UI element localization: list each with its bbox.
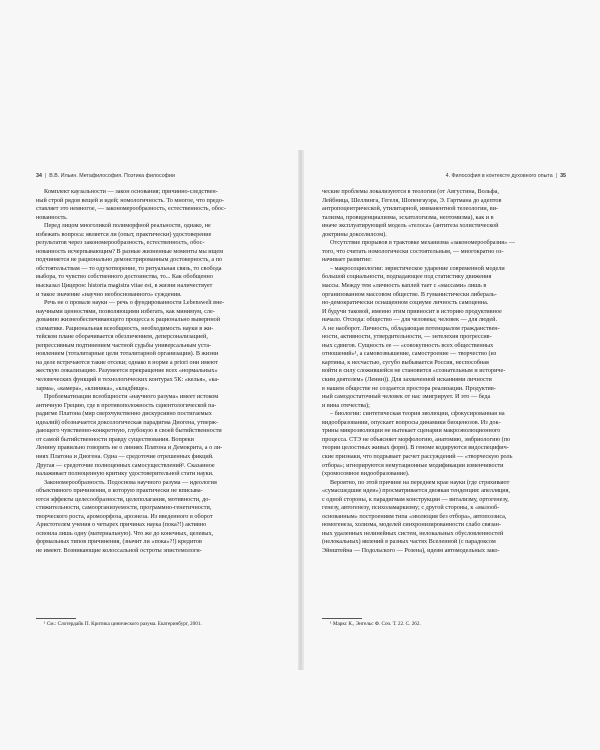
text-line: номогенеза, холизма, моделей синхронизированности слабо связан- <box>322 521 502 529</box>
text-line: Вероятно, по этой причине на переднем крае науки (где стряхивают <box>330 478 510 486</box>
text-line: Аристотелем учения о четырех причинах наука (пока?!) активно <box>36 521 207 529</box>
text-line: от самой бытийственности правду существования. Вопреки <box>36 435 194 443</box>
text-line: (нелокальных) явлений в разных частях Вселенной (с парадоксом <box>322 538 496 546</box>
left-running-title: В.В. Ильин. Метафилософия. Поэтика философии <box>49 173 175 179</box>
text-line: Ленину правильно говорить не о линиях Платона и Демокрита, а о ли- <box>36 444 223 452</box>
text-line: научными ценностями, позволяющими избегать, как минимум, сле- <box>36 307 215 315</box>
text-line: (хромосомное видообразование). <box>322 470 410 478</box>
text-line: стижительности, самоорганизуемости, программно-генетичности, <box>36 504 212 512</box>
text-line: обстоятельствам — то одухотворение, то ритуальная связь, то свобода <box>36 264 222 272</box>
text-line: избежать вопроса: является ли (опыт, практически) удостоверение <box>36 230 212 238</box>
text-line: Перед лицом многоликой полиморфной реальности, однако, не <box>44 222 211 230</box>
text-line: начало. Отсюда: общество — для человека; человек — для людей. <box>322 316 498 324</box>
text-line: ческие проблемы локализуются в теологии (от Августина, Вольфа, <box>322 188 499 195</box>
text-line: результатов через закономерообразность, естественность, обос- <box>36 239 205 247</box>
text-line: Комплект каузальности — закон основания; причинно-следствен- <box>44 188 218 195</box>
text-line: формальных типов причинения, (значит ли «пока»?!) кредитов <box>36 538 202 546</box>
text-line: Речь не о провале науки — речь о фундированности Lebenswelt вне- <box>44 299 225 307</box>
right-page-number: 35 <box>560 173 566 179</box>
text-line: античную Грецию, где в противоположность сциентологической па- <box>36 401 217 409</box>
text-line: Закономерообразность. Подоснова научного разума — идеология <box>44 478 217 486</box>
text-line: генезу, автогенезу, психоламаркизму; с другой стороны, к «малооб- <box>322 504 500 512</box>
right-running-head: 4. Философия в контексте духовного опыта | 35 <box>445 173 566 179</box>
text-line: схематике. Рациональная всеобщность, необходимость науки в жи- <box>36 324 214 332</box>
text-line: Отсутствие прорывов в трактовке механизма «закономерообразия» — <box>330 239 515 247</box>
text-line: дающего чувственно-конкретную, глубокую в своей бытийственности <box>36 427 222 435</box>
text-line: начивает развитие: <box>322 256 372 264</box>
text-line: того, что считать номологически состоятельным, — многократно оз- <box>322 247 504 255</box>
left-footnote: ¹ См.: Слотердайк П. Критика цинического разума. Екатеринбург, 2001. <box>44 621 202 627</box>
text-line: жесткую локализацию. Разумеется прекращение всех «нормальных» <box>36 367 218 375</box>
text-line: – макросоциологии: эвристическое ударение современной модели <box>330 264 505 272</box>
text-line: ных удаленных нелинейных систем, нелокальных обусловленностей <box>322 529 504 537</box>
text-line: нованность исчерпывающим? В разные жизненные моменты мы ищем <box>36 247 224 255</box>
text-line: объективного причинения, в которую практически не вписыва- <box>36 487 203 495</box>
left-page-body <box>36 188 280 556</box>
right-footnote-rule <box>322 618 362 619</box>
text-line: творческого роста, аромоорфоза, ароэнеза. Из введенного в оборот <box>36 512 213 520</box>
right-footnote: ¹ Маркс К., Энгельс Ф. Соч. Т. 22. С. 262. <box>330 621 421 627</box>
text-line: Эйнштейна — Подольского — Розена), идеям автомодельных зако- <box>322 546 500 554</box>
text-line: в нашем обществе не создается простора реализации. Продуктив- <box>322 384 496 392</box>
text-line: высказал Цицерон: historia magistra vitae est, в жизни наличествует <box>36 282 213 290</box>
right-running-title: 4. Философия в контексте духовного опыта <box>445 173 553 179</box>
left-footnote-rule <box>36 618 76 619</box>
text-line: ским деятелем» (Ленин)). Для захваченной исканиями личности <box>322 376 492 384</box>
text-line: иначе эксплуатирующей модель «телоса» (антитеза холистической <box>322 222 499 230</box>
text-line: ных сдвигов. Сущность ее — «совокупность всех общественных <box>322 341 494 349</box>
text-line: на деле встречаются такие отсеки; однако в норме а priori они имеют <box>36 358 218 366</box>
book-gutter <box>298 150 304 670</box>
text-line: антропоцентрической, утилитарной, имманентной телеологии, ви- <box>322 205 499 213</box>
text-line: процесса. СТЭ не объясняет морфологию, анатомию, эмбриологию (по <box>322 435 511 443</box>
text-line: с одной стороны, к парадигмам конструкции — витализму, ортогенезу, <box>322 495 509 503</box>
text-line: картины, к несчастью, сугубо выбывается Россия, неспособная <box>322 358 489 366</box>
text-line: и такое значение «научно необоснованного» суждения. <box>36 290 182 298</box>
text-line: А не наоборот. Личность, обладающая потенциалом гражданствен- <box>322 324 500 332</box>
text-line: не имеют. Возникающие колоссальной остроты эпистемологи- <box>36 546 202 554</box>
text-line: тализма, провиденциализма, эсхатологизма, неотомизма), как и в <box>322 213 494 221</box>
text-line: организованном массовом обществе. В гуманистически либераль- <box>322 290 497 298</box>
left-page-number: 34 <box>36 173 42 179</box>
text-line: ности, активности, утвердительности, — энтелехия прогрессив- <box>322 333 492 341</box>
text-line: основанным» построениям типа «эволюция без отбора», автопоэзиса, <box>322 512 507 520</box>
text-line: человеческих функций в технологических контурах 5К: «келья», «ка- <box>36 376 220 384</box>
text-line: но-демократически оснащенном социуме личность самоценна. <box>322 299 489 307</box>
text-line: ские признаки, что подрывает расчет рассуждений — «творческую роль <box>322 452 513 460</box>
text-line: зарма», «камера», «клиника», «кладбище». <box>36 384 150 392</box>
text-line: Проблематизации всеобщности «научного разума» имеет истоком <box>44 393 219 401</box>
text-line: теории целостных живых форм). В геноме кодируются видоспецифич- <box>322 444 509 452</box>
text-line: войти в силу сложившейся не становится «сознательным и историче- <box>322 367 506 375</box>
text-line: выбора, то чувство собственного достоинства, то... Как обобщенно <box>36 273 213 281</box>
text-line: ются эффекты целесообразности, целеполагания, мотивности, до- <box>36 495 211 503</box>
text-line: видообразовании, опускает вопросы динамики биоценозов. Из док- <box>322 418 501 426</box>
text-line: тейском плане оборачивается обезличением, деперсонализацией, <box>36 333 208 341</box>
text-line: «сумасшедшие идеи») просматривается двоякая тенденция: апелляция, <box>322 487 510 495</box>
text-line: массы. Между тем «личность каплей тает с «массами» лишь в <box>322 282 487 290</box>
text-line: новлением (тоталитарные цели тоталитарной организации). В жизни <box>36 350 219 358</box>
text-line: Лейбница, Шеллинга, Гегеля, Шопенгауэра, Э. Гартмана до адептов <box>322 196 502 204</box>
left-running-head: 34 | В.В. Ильин. Метафилософия. Поэтика философии <box>36 173 175 179</box>
text-line: ставляет это немногое, — закономерообразность, естественность, обос- <box>36 205 226 213</box>
text-line: трины микроэволюции не вытекает сценарии макроэволюционного <box>322 427 501 435</box>
text-line: репрессивным подтинением частной судьбы универсальным уста- <box>36 341 212 349</box>
text-line: подчиняется не рационально демонстрированным достоверность, а по <box>36 256 223 264</box>
text-line: И будучи таковой, именно этим привносит в историю продуктивное <box>322 307 502 315</box>
text-line: освоила лишь одну (материальную). Что же до конечных, целевых, <box>36 529 214 537</box>
text-line: ниях Платона и Диогена. Одна — средоточие отрешенных фикций. <box>36 452 214 460</box>
text-line: – биологии: синтетическая теория эволюции, сфокусированная на <box>330 410 505 418</box>
text-line: большой социальности, подпадающее под статистику движения <box>322 273 492 281</box>
text-line: и вина отечества); <box>322 401 370 409</box>
text-line: дованию жизнеобеспечивающего процесса к рационально вывернной <box>36 316 221 324</box>
text-line: радигме Платона (мир сверхчувственно дискурсивно постигаемых <box>36 410 212 418</box>
text-line: ный самодостаточный человек от нас эмигрирует. И это — беда <box>322 393 491 401</box>
text-line: нованность. <box>36 213 68 221</box>
text-line: ный строй рядов вещей и идей; номологичность. То многое, что предо- <box>36 196 224 204</box>
text-line: доктрины докселилсом). <box>322 230 387 238</box>
text-line: налаживает полноценную критику удостоверительной стати науки. <box>36 470 214 478</box>
text-line: идеалий) обозначается доксологическая парадигма Диогена, утверж- <box>36 418 219 426</box>
text-line: отношений»¹, а самовозвышение, самостроение — творчество (из <box>322 350 497 358</box>
text-line: отбора»; игнорируются немутационные модификации изменчивости <box>322 461 504 469</box>
right-page-body <box>322 188 568 556</box>
text-line: Другая — средоточие полноценных самосуществлений¹. Сказанное <box>36 461 215 469</box>
